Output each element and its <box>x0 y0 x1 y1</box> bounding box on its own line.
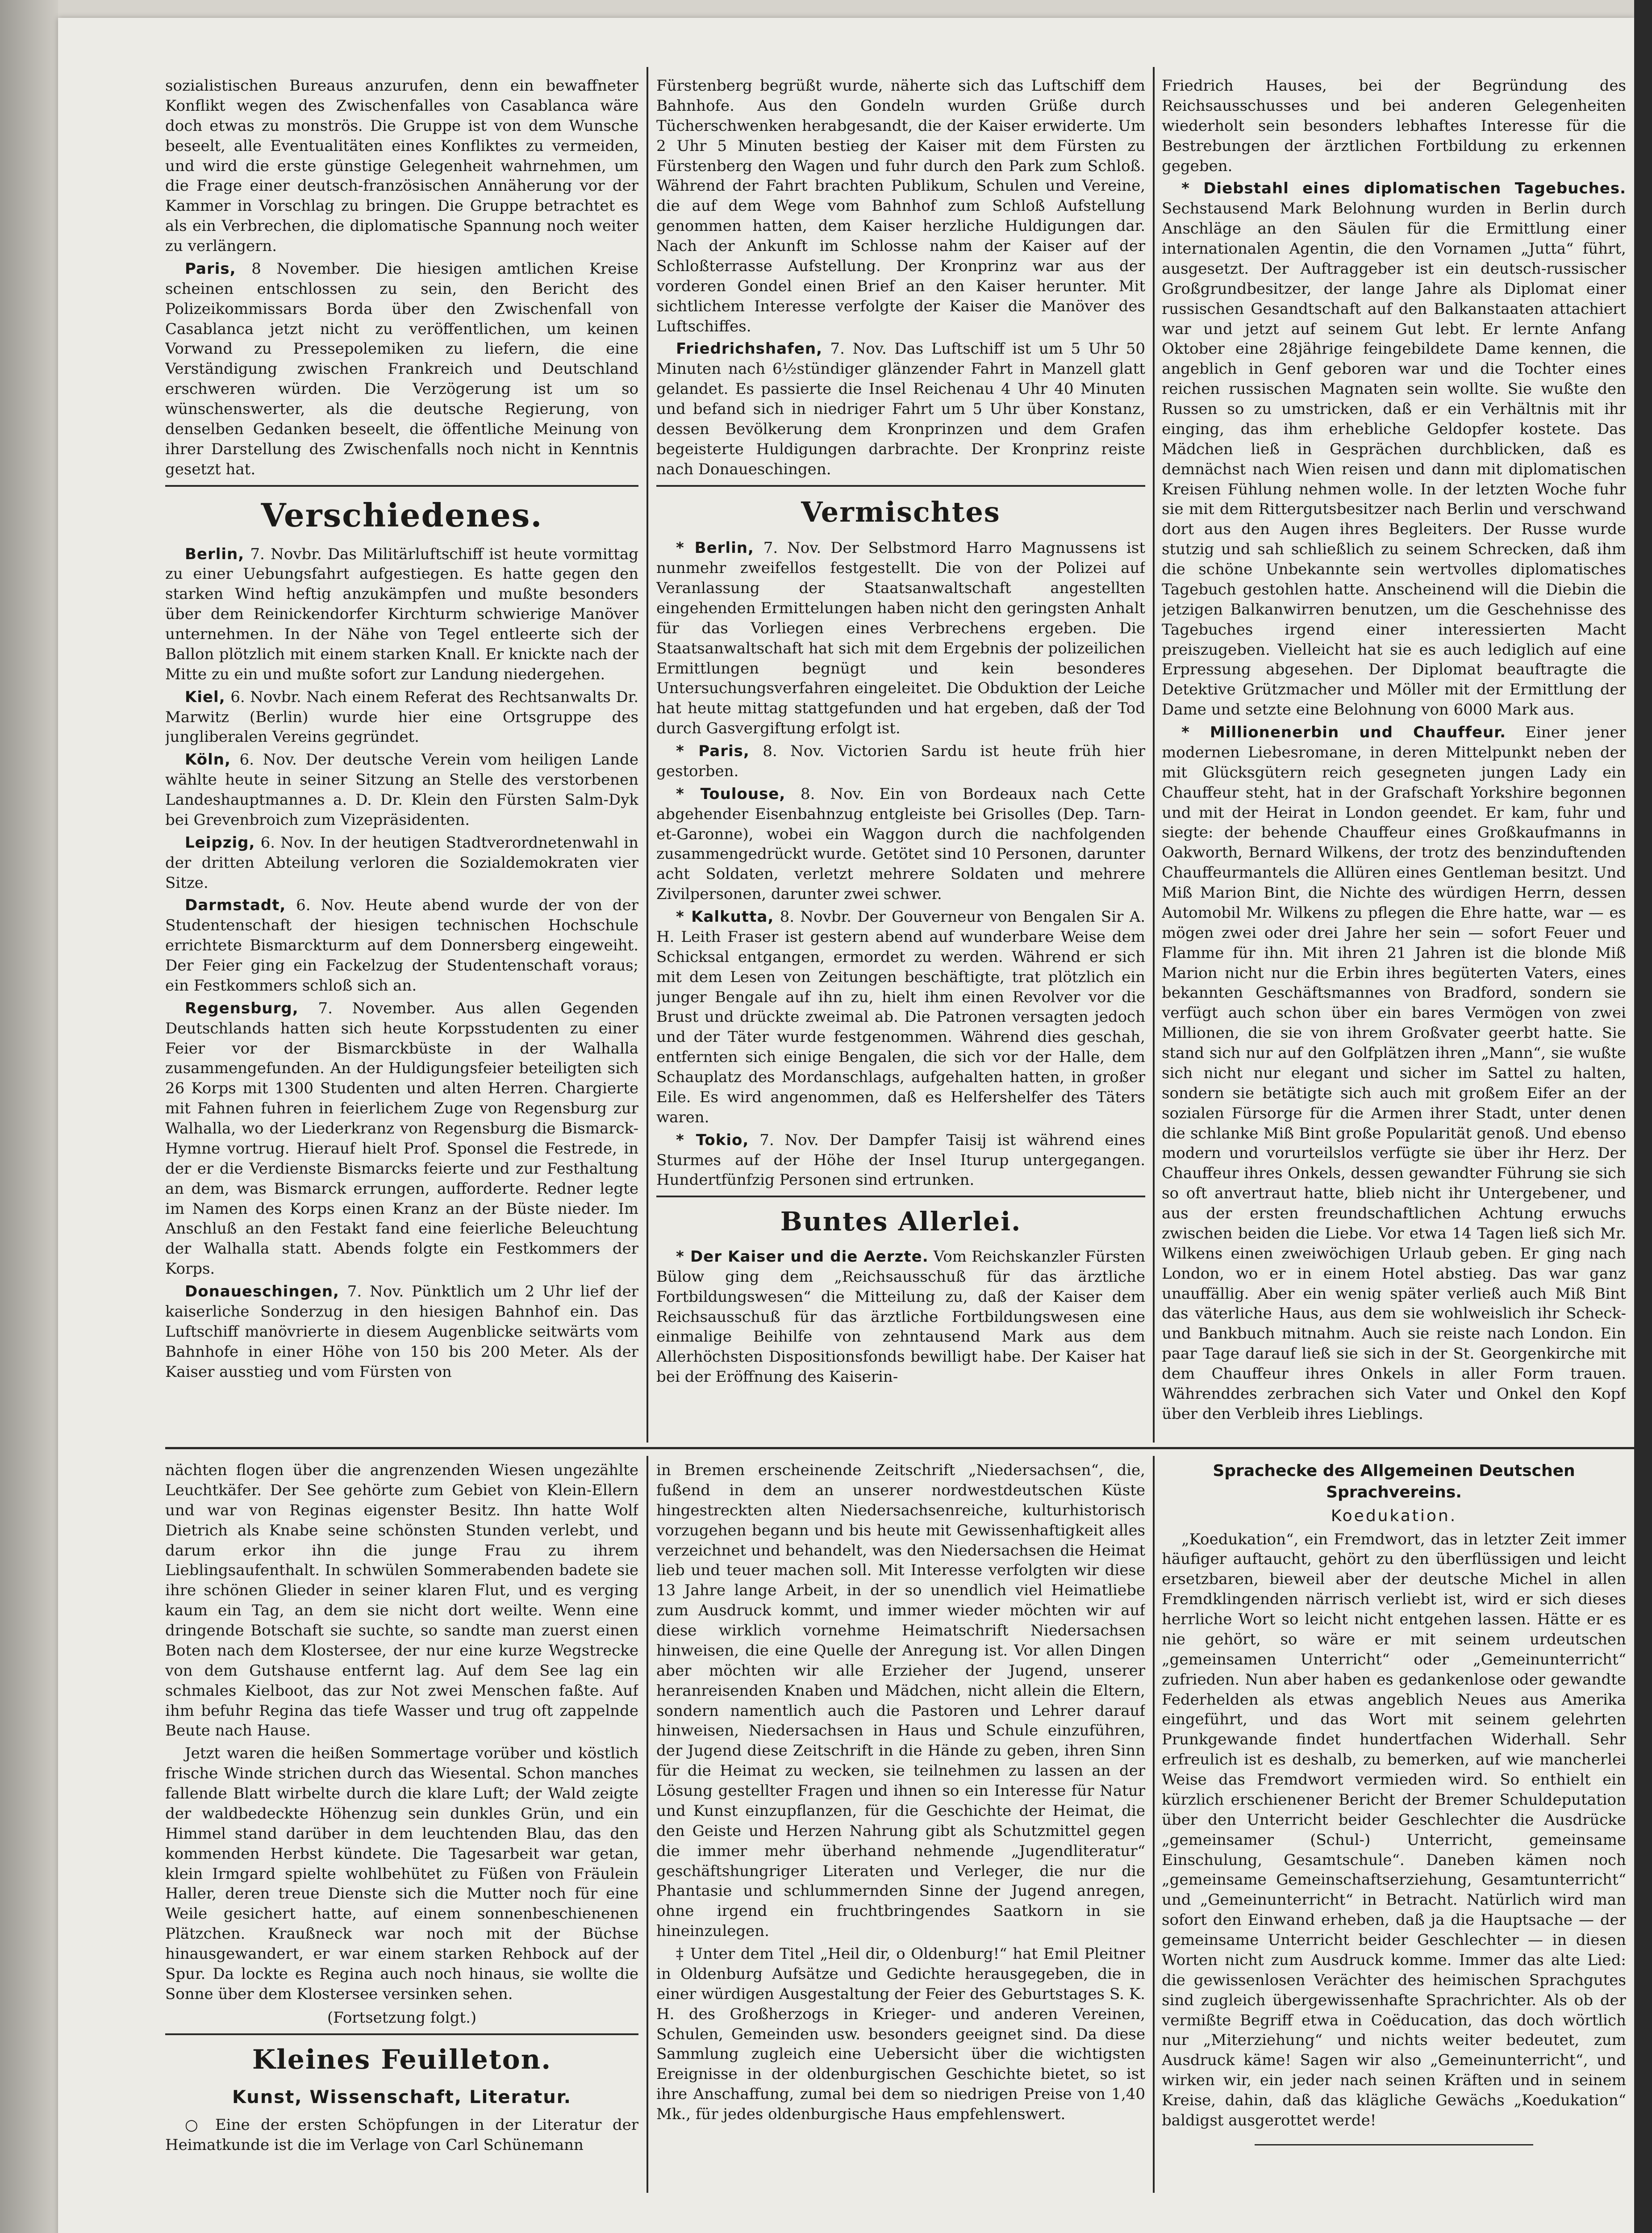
dateline: Donaueschingen, <box>185 1283 339 1301</box>
news-text: 8. Nov. Victorien Sardu ist heute früh hier gestorben. <box>656 742 1145 780</box>
section-heading-kleines-feuilleton: Kleines Feuilleton. <box>252 2044 552 2075</box>
divider <box>656 1196 1145 1197</box>
end-divider <box>1255 2144 1533 2145</box>
news-item <box>165 544 638 685</box>
news-text: 6. Nov. Der deutsche Verein vom heiligen Lande wählte heute in seiner Sitzung an Stelle des verstorbenen Landeshauptmannes a. D. Dr. Klein den Fürsten Salm-Dyk bei Grevenbroich zum Vizepräsidenten. <box>165 751 638 829</box>
column-rule-1 <box>647 67 648 1443</box>
column-rule-3 <box>647 1456 648 2193</box>
news-item <box>656 538 1145 739</box>
top-left-column <box>165 76 638 1443</box>
news-item <box>1162 723 1626 1424</box>
section-heading-buntes-allerlei: Buntes Allerlei. <box>780 1206 1022 1237</box>
news-text: 7. November. Aus allen Gegenden Deutschlands hatten sich heute Korpsstudenten zu einer Feier vor der Bismarckbüste in der Walhalla zusammengefunden. An der Huldigungsfeier beteiligten sich 26 Korps mit 1300 Studenten und alten Herren. Chargierte mit Fahnen fuhren in feierlichem Zuge von Regensburg zur Walhalla, wo der Liederkranz von Regensburg die Bismarck-Hymne vortrug. Hierauf hielt Prof. Sponsel die Festrede, in der er die Verdienste Bismarcks feierte und zur Festhaltung an dem, was Bismarck errungen, aufforderte. Redner legte im Namen des Korps einen Kranz an der Büste nieder. Im Anschluß an den Festakt fand eine feierliche Beleuchtung der Walhalla statt. Abends folgte ein Festkommers der Korps. <box>165 999 638 1278</box>
news-item <box>656 741 1145 782</box>
news-item <box>165 1282 638 1382</box>
news-text: 8. Nov. Ein von Bordeaux nach Cette abgehender Eisenbahnzug entgleiste bei Grisolles (Dep. Tarn-et-Garonne), wobei ein Waggon durch die nachfolgenden zusammengedrückt wurde. Getötet sind 10 Personen, darunter acht Soldaten, verletzt mehrere Soldaten und mehrere Zivilpersonen, darunter zwei schwer. <box>656 785 1145 903</box>
continuation-note: (Fortsetzung folgt.) <box>327 2008 477 2027</box>
news-text: 6. Nov. In der heutigen Stadtverordnetenwahl in der dritten Abteilung verloren die Sozialdemokraten vier Sitze. <box>165 833 638 892</box>
article-paragraph <box>656 339 1145 479</box>
dateline: Leipzig, <box>185 833 255 852</box>
article-paragraph <box>165 259 638 480</box>
scan-margin-left <box>0 0 58 2233</box>
news-item <box>165 687 638 748</box>
item-title: * Diebstahl eines diplomatischen Tagebuches. <box>1181 180 1626 198</box>
dateline: * Paris, <box>676 742 750 761</box>
dateline: Friedrichshafen, <box>676 340 823 358</box>
news-item <box>656 784 1145 904</box>
news-item <box>656 1247 1145 1387</box>
feuilleton-text: in Bremen erscheinende Zeitschrift „Niedersachsen“, die, fußend in dem an unserer nordwestdeutschen Küste hingestreckten alten Niedersachsenreiche, kulturhistorisch vorzugehen begann und bis heute mit Gewissenhaftigkeit alles verzeichnet und behandelt, was den Niedersachsen die Heimat lieb und teuer machen soll. Mit Interesse verfolgten wir diese 13 Jahre lange Arbeit, in der so unendlich viel Heimatliebe zum Ausdruck kommt, und immer wieder möchten wir auf diese wirklich vornehme Heimatschrift Niedersachsen hinweisen, die eine Quelle der Anregung ist. Vor allen Dingen aber möchten wir alle Erzieher der Jugend, unserer heranreisenden Knaben und Mädchen, nicht allein die Eltern, sondern namentlich auch die Pastoren und Lehrer darauf hinweisen, Niedersachsen in Haus und Schule einzuführen, der Jugend diese Zeitschrift in die Hände zu geben, ihren Sinn für die Heimat zu wecken, sie teilnehmen zu lassen an der Lösung gestellter Fragen und ihnen so ein Interesse für Natur und Kunst einzupflanzen, für die Geschichte der Heimat, die den Geiste und Herzen Nahrung gibt als Schutzmittel gegen die immer mehr überhand nehmende „Jugendliteratur“ geschäftshungriger Literaten und Verleger, die nur die Phantasie und schlummernden Sinne der Jugend anregen, ohne irgend ein fruchtbringendes Saatkorn in sie hineinzulegen. <box>656 1461 1145 1940</box>
news-item <box>1162 179 1626 720</box>
dateline: Darmstadt, <box>185 896 286 915</box>
article-text: 7. Nov. Das Luftschiff ist um 5 Uhr 50 Minuten nach 6½stündiger glänzender Fahrt in Manzell glatt gelandet. Es passierte die Insel Reichenau 4 Uhr 40 Minuten und befand sich in niedriger Fahrt um 5 Uhr über Konstanz, dessen Bevölkerung dem Kronprinzen und dem Grafen begeisterte Huldigungen darbrachte. Der Kronprinz reiste nach Donaueschingen. <box>656 340 1145 478</box>
section-heading-vermischtes: Vermischtes <box>801 495 1001 528</box>
news-item <box>165 999 638 1279</box>
news-text: 6. Nov. Heute abend wurde der von der Studentenschaft der hiesigen technischen Hochschule errichtete Bismarckturm auf dem Donnersberg eingeweiht. Der Feier ging ein Fackelzug der Studentenschaft voraus; ein Festkommers schloß sich an. <box>165 896 638 995</box>
dateline: Berlin, <box>185 545 245 563</box>
bottom-middle-column <box>656 1460 1145 2229</box>
dateline: Kiel, <box>185 688 225 706</box>
section-heading-verschiedenes: Verschiedenes. <box>261 496 543 534</box>
news-item <box>656 907 1145 1128</box>
article-text: sozialistischen Bureaus anzurufen, denn ein bewaffneter Konflikt wegen des Zwischenfalles von Casablanca wäre doch etwas zu monströs. Die Gruppe ist von dem Wunsche beseelt, alle Eventualitäten eines Konfliktes zu vermeiden, und wird die erste günstige Gelegenheit wahrnehmen, um die Frage einer deutsch-französischen Annäherung vor der Kammer in Vorschlag zu bringen. Die Gruppe betrachtet es als ein Verbrechen, die diplomatische Spannung noch weiter zu verlängern. <box>165 77 638 255</box>
feuilleton-text: nächten flogen über die angrenzenden Wiesen ungezählte Leuchtkäfer. Der See gehörte zum Gebiet von Klein-Ellern und war von Reginas eigenster Besitz. Ihn hatte Wolf Dietrich als Knabe seine schönsten Stunden verlebt, und darum erkor ihn die junge Frau zu ihrem Lieblingsaufenthalt. In schwülen Sommerabenden badete sie ihre schönen Glieder in seiner klaren Flut, und es verging kaum ein Tag, an dem sie nicht dort weilte. Wenn eine dringende Botschaft sie suchte, so sandte man zuerst einen Boten nach dem Klostersee, der nur eine kurze Wegstrecke von dem Gutshause entfernt lag. Auf dem See lag ein schmales Kielboot, das zur Not zwei Menschen faßte. Auf ihm befuhr Regina das tiefe Wasser und trug oft zappelnde Beute nach Hause. <box>165 1461 638 1740</box>
news-text: 7. Nov. Der Dampfer Taisij ist während eines Sturmes auf der Höhe der Insel Iturup untergegangen. Hundertfünfzig Personen sind ertrunken. <box>656 1131 1145 1189</box>
article-text: Friedrich Hauses, bei der Begründung des Reichsausschusses und bei anderen Gelegenheiten wiederholt sein besonders lebhaftes Interesse für die Bestrebungen der ärztlichen Fortbildung zu erkennen gegeben. <box>1162 77 1626 175</box>
news-text: Sechstausend Mark Belohnung wurden in Berlin durch Anschläge an den Säulen für die Ermittlung einer internationalen Agentin, die den Vornamen „Jutta“ führt, ausgesetzt. Der Auftraggeber ist ein deutsch-russischer Großgrundbesitzer, der lange Jahre als Diplomat einer russischen Gesandtschaft auf den Balkanstaaten attachiert war und jetzt auf seinem Gut lebt. Er lernte Anfang Oktober eine 28jährige feingebildete Dame kennen, die angeblich in Genf geboren war und die Tochter eines reichen russischen Magnaten sein wollte. Sie wußte den Russen so zu umstricken, daß er ein Verhältnis mit ihr einging, das ihm erhebliche Geldopfer kostete. Das Mädchen ließ in Gesprächen durchblicken, daß es demnächst nach Wien reisen und dann mit diplomatischen Kreisen Fühlung nehmen wolle. In der letzten Woche fuhr sie mit dem Rittergutsbesitzer nach Berlin und verschwand dort aus den Augen ihres Begleiters. Der Russe wurde stutzig und sah schließlich zu seinem Schrecken, daß ihm die schöne Unbekannte sein wertvolles diplomatisches Tagebuch gestohlen hatte. Anscheinend will die Diebin die jetzigen Balkanwirren benutzen, um die Geschehnisse des Tagebuches irgend einer interessierten Macht preiszugeben. Vielleicht hat sie es auch lediglich auf eine Erpressung abgesehen. Der Diplomat beauftragte die Detektive Grützmacher und Möller mit der Ermittlung der Dame und setzte eine Belohnung von 6000 Mark aus. <box>1162 200 1626 719</box>
column-rule-4 <box>1153 1456 1155 2193</box>
article-text: Fürstenberg begrüßt wurde, näherte sich das Luftschiff dem Bahnhofe. Aus den Gondeln wurden Grüße durch Tücherschwenken herabgesandt, die der Kaiser erwiderte. Um 2 Uhr 5 Minuten bestieg der Kaiser mit dem Fürsten zu Fürstenberg den Wagen und fuhr durch den Park zum Schloß. Während der Fahrt brachten Publikum, Schulen und Vereine, die auf dem Wege vom Bahnhof zum Schloß Aufstellung genommen hatten, dem Kaiser herzliche Huldigungen dar. Nach der Ankunft im Schlosse nahm der Kaiser auf der Schloßterrasse Aufstellung. Der Kronprinz war aus der vorderen Gondel einen Brief an den Kaiser herunter. Mit sichtlichem Interesse verfolgte der Kaiser die Manöver des Luftschiffes. <box>656 77 1145 335</box>
feuilleton-text: ‡ Unter dem Titel „Heil dir, o Oldenburg!“ hat Emil Pleitner in Oldenburg Aufsätze und Gedichte herausgegeben, die in einer würdigen Ausgestaltung der Feier des Geburtstages S. K. H. des Großherzogs in Krieger- und anderen Vereinen, Schulen, Gemeinden usw. besonders geeignet sind. Da diese Sammlung zugleich eine Uebersicht über die wichtigsten Ereignisse in der oldenburgischen Geschichte bietet, so ist ihre Anschaffung, zumal bei dem so niedrigen Preise von 1,40 Mk., für jedes oldenburgische Haus empfehlenswert. <box>656 1945 1145 2123</box>
newspaper-page <box>58 18 1634 2233</box>
top-middle-column <box>656 76 1145 1443</box>
dateline: Regensburg, <box>185 999 299 1017</box>
subheading-kunst: Kunst, Wissenschaft, Literatur. <box>232 2087 572 2108</box>
divider <box>165 485 638 487</box>
dateline: * Tokio, <box>676 1131 749 1149</box>
feuilleton-text: ○ Eine der ersten Schöpfungen in der Literatur der Heimatkunde ist die im Verlage von Carl Schünemann <box>165 2116 638 2154</box>
news-text: 7. Novbr. Das Militärluftschiff ist heute vormittag zu einer Uebungsfahrt aufgestiegen. Es hatte gegen den starken Wind heftig anzukämpfen und mußte besonders über dem Reinickendorfer Kirchturm schwierige Manöver unternehmen. In der Nähe von Tegel entleerte sich der Ballon plötzlich mit einem starken Knall. Er knickte nach der Mitte zu ein und mußte sofort zur Landung niedergehen. <box>165 545 638 683</box>
news-text: 8. Novbr. Der Gouverneur von Bengalen Sir A. H. Leith Fraser ist gestern abend auf wunderbare Weise dem Schicksal entgangen, ermordet zu werden. Während er sich mit dem Lesen von Zeitungen beschäftigte, trat plötzlich ein junger Bengale auf ihn zu, hielt ihm einen Revolver vor die Brust und drückte zweimal ab. Die Patronen versagten jedoch und der Täter wurde festgenommen. Während dies geschah, entfernten sich einige Bengalen, die sich vor der Halle, dem Schauplatz des Mordanschlags, aufgehalten hatten, in großer Eile. Es wird angenommen, daß es Helfershelfer des Täters waren. <box>656 908 1145 1126</box>
sprachecke-text: „Koedukation“, ein Fremdwort, das in letzter Zeit immer häufiger auftaucht, gehört zu den überflüssigen und leicht ersetzbaren, bieweil aber der deutsche Michel in allen Fremdklingenden närrisch verliebt ist, wird er sich dieses herrliche Wort so leicht nicht entgehen lassen. Hätte er es nie gehört, so wäre er mit seinem urdeutschen „gemeinsamen Unterricht“ oder „Gemeinunterricht“ zufrieden. Nun aber haben es gedankenlose oder gewandte Federhelden als etwas angeblich Neues aus Amerika eingeführt, und das Wort mit seinem gelehrten Prunkgewande findet hundertfachen Widerhall. Sehr erfreulich ist es deshalb, zu bemerken, auf wie mancherlei Weise das Fremdwort vermieden wird. So enthielt ein kürzlich erschienener Bericht der Bremer Schuldeputation über den Unterricht beider Geschlechter die Ausdrücke „gemeinsamer (Schul-) Unterricht, gemeinsame Einschulung, Gesamtschule“. Daneben kämen noch „gemeinsame Gemeinschaftserziehung, Gesamtunterricht“ und „Gemeinunterricht“ in Betracht. Natürlich wird man sofort den Einwand erheben, daß ja die Hauptsache — der gemeinsame Unterricht beider Geschlechter — in diesen Worten nicht zum Ausdruck komme. Immer das alte Lied: die gewissenlosen Verächter des heimischen Sprachgutes sind zugleich übergewissenhafte Sprachrichter. Als ob der vermißte Begriff etwa in Coëducation, das doch wörtlich nur „Miterziehung“ und nichts weiter bedeutet, zum Ausdruck käme! Sagen wir also „Gemeinunterricht“, und wirken wir, ein jeder nach seinen Kräften und in seinem Kreise, dahin, daß das klägliche Gewächs „Koedukation“ baldigst ausgerottet werde! <box>1162 1530 1626 2129</box>
item-title: * Der Kaiser und die Aerzte. <box>676 1247 929 1266</box>
bottom-left-column <box>165 1460 638 2229</box>
bottom-right-column <box>1162 1460 1626 2229</box>
dateline: Paris, <box>185 259 236 278</box>
sprachecke-subheading: Koedukation. <box>1331 1507 1457 1526</box>
news-item <box>165 750 638 830</box>
dateline: * Toulouse, <box>676 785 786 803</box>
divider <box>656 485 1145 487</box>
news-text: Einer jener modernen Liebesromane, in deren Mittelpunkt neben der mit Glücksgütern reich gesegneten jungen Lady ein Chauffeur steht, hat in der Grafschaft Yorkshire begonnen und mit der Heirat in London geendet. Er kam, fuhr und siegte: der behende Chauffeur eines Großkaufmanns in Oakworth, Bernard Wilkens, der trotz des benzinduftenden Chauffeurmantels die Allüren eines Gentleman besitzt. Und Miß Marion Bint, die Nichte des würdigen Herrn, dessen Automobil Mr. Wilkens zu pflegen die Ehre hatte, war — es mögen zwei oder drei Jahre her sein — sofort Feuer und Flamme für ihn. Mit ihren 21 Jahren ist die blonde Miß Marion nicht nur die Erbin ihres begüterten Vaters, eines bekannten Geschäftsmannes von Bradford, sondern sie verfügt auch schon über ein bares Vermögen von zwei Millionen, die sie von ihrem Großvater geerbt hatte. Sie stand sich nur auf den Golfplätzen ihren „Mann“, sie wußte sich nicht nur elegant und sicher im Sattel zu halten, sondern sie betätigte sich auch mit großem Eifer an der sozialen Fürsorge für die Armen ihrer Stadt, unter denen die schlanke Miß Bint große Popularität genoß. Und ebenso modern und vorurteilslos verfügte sie über ihr Herz. Der Chauffeur ihres Onkels, dessen gewandter Führung sie sich so oft anvertraut hatte, blieb nicht ihr Untergebener, und aus der ersten freundschaftlichen Achtung erwuchs zwischen beiden die Liebe. Vor etwa 14 Tagen ließ sich Mr. Wilkens einen zweiwöchigen Urlaub geben. Er ging nach London, wo er in einem Hotel abstieg. Das war ganz unauffällig. Aber ein wenig später verließ auch Miß Bint das väterliche Haus, aus dem sie wohlweislich ihr Scheck- und Bankbuch mitnahm. Auch sie reiste nach London. Ein paar Tage darauf ließ sie sich in der St. Georgenkirche mit dem Chauffeur ihres Onkels in aller Form trauen. Währenddes zerbrachen sich Vater und Onkel den Kopf über den Verbleib ihres Lieblings. <box>1162 723 1626 1423</box>
feuilleton-text: Jetzt waren die heißen Sommertage vorüber und köstlich frische Winde strichen durch das Wiesental. Schon manches fallende Blatt wirbelte durch die klare Luft; der Wald zeigte der waldbedeckte Höhenzug sein dunkles Grün, und ein Himmel stand darüber in dem leuchtenden Blau, das den kommenden Herbst kündete. Die Tagesarbeit war getan, klein Irmgard spielte wohlbehütet zu Füßen von Fräulein Haller, deren treue Dienste sich die Mutter noch für eine Weile gesichert hatte, auf einem sonnenbeschienenen Plätzchen. Kraußneck war noch mit der Büchse hinausgewandert, er war einem starken Rehbock auf der Spur. Da lockte es Regina auch noch hinaus, sie wollte die Sonne über dem Klostersee versinken sehen. <box>165 1744 638 2003</box>
section-divider <box>165 1447 1652 1449</box>
column-rule-2 <box>1153 67 1155 1443</box>
sprachecke-heading: Sprachecke des Allgemeinen Deutschen Sprachvereins. <box>1213 1462 1575 1501</box>
top-right-column <box>1162 76 1626 1443</box>
news-text: 6. Novbr. Nach einem Referat des Rechtsanwalts Dr. Marwitz (Berlin) wurde hier eine Ortsgruppe des jungliberalen Vereins gegründet. <box>165 688 638 746</box>
article-text: 8 November. Die hiesigen amtlichen Kreise scheinen entschlossen zu sein, den Bericht des Polizeikommissars Borda über den Zwischenfall von Casablanca jetzt nicht zu veröffentlichen, um keinen Vorwand zu Pressepolemiken zu liefern, die eine Verständigung zwischen Frankreich und Deutschland erschweren würden. Die Verzögerung ist um so wünschenswerter, als die deutsche Regierung, von denselben Gedanken beseelt, die öffentliche Meinung von ihrer Darstellung des Zwischenfalls noch nicht in Kenntnis gesetzt hat. <box>165 259 638 478</box>
scan-margin-right <box>1634 0 1652 2233</box>
dateline: Köln, <box>185 751 231 769</box>
divider <box>165 2033 638 2035</box>
dateline: * Berlin, <box>676 539 754 557</box>
item-title: * Millionenerbin und Chauffeur. <box>1181 723 1506 741</box>
dateline: * Kalkutta, <box>676 908 774 926</box>
news-item <box>656 1130 1145 1191</box>
news-item <box>165 895 638 995</box>
news-item <box>165 833 638 893</box>
news-text: 7. Nov. Der Selbstmord Harro Magnussens ist nunmehr zweifellos festgestellt. Die von der Polizei auf Veranlassung der Staatsanwaltschaft angestellten eingehenden Ermittelungen haben nicht den geringsten Anhalt für das Vorliegen eines Verbrechens ergeben. Die Staatsanwaltschaft hat sich mit dem Ergebnis der polizeilichen Ermittlungen begnügt und kein besonderes Untersuchungsverfahren eingeleitet. Die Obduktion der Leiche hat heute mittag stattgefunden und hat ergeben, daß der Tod durch Gasvergiftung erfolgt ist. <box>656 539 1145 738</box>
news-text: Vom Reichskanzler Fürsten Bülow ging dem „Reichsausschuß für das ärztliche Fortbildungswesen“ die Mitteilung zu, daß der Kaiser dem Reichsausschuß für das ärztliche Fortbildungswesen eine einmalige Beihilfe von zehntausend Mark aus dem Allerhöchsten Dispositionsfonds bewilligt habe. Der Kaiser hat bei der Eröffnung des Kaiserin- <box>656 1247 1145 1386</box>
news-text: 7. Nov. Pünktlich um 2 Uhr lief der kaiserliche Sonderzug in den hiesigen Bahnhof ein. Das Luftschiff manövrierte in diesem Augenblicke seitwärts vom Bahnhofe in einer Höhe von 150 bis 200 Meter. Als der Kaiser ausstieg und vom Fürsten von <box>165 1283 638 1381</box>
